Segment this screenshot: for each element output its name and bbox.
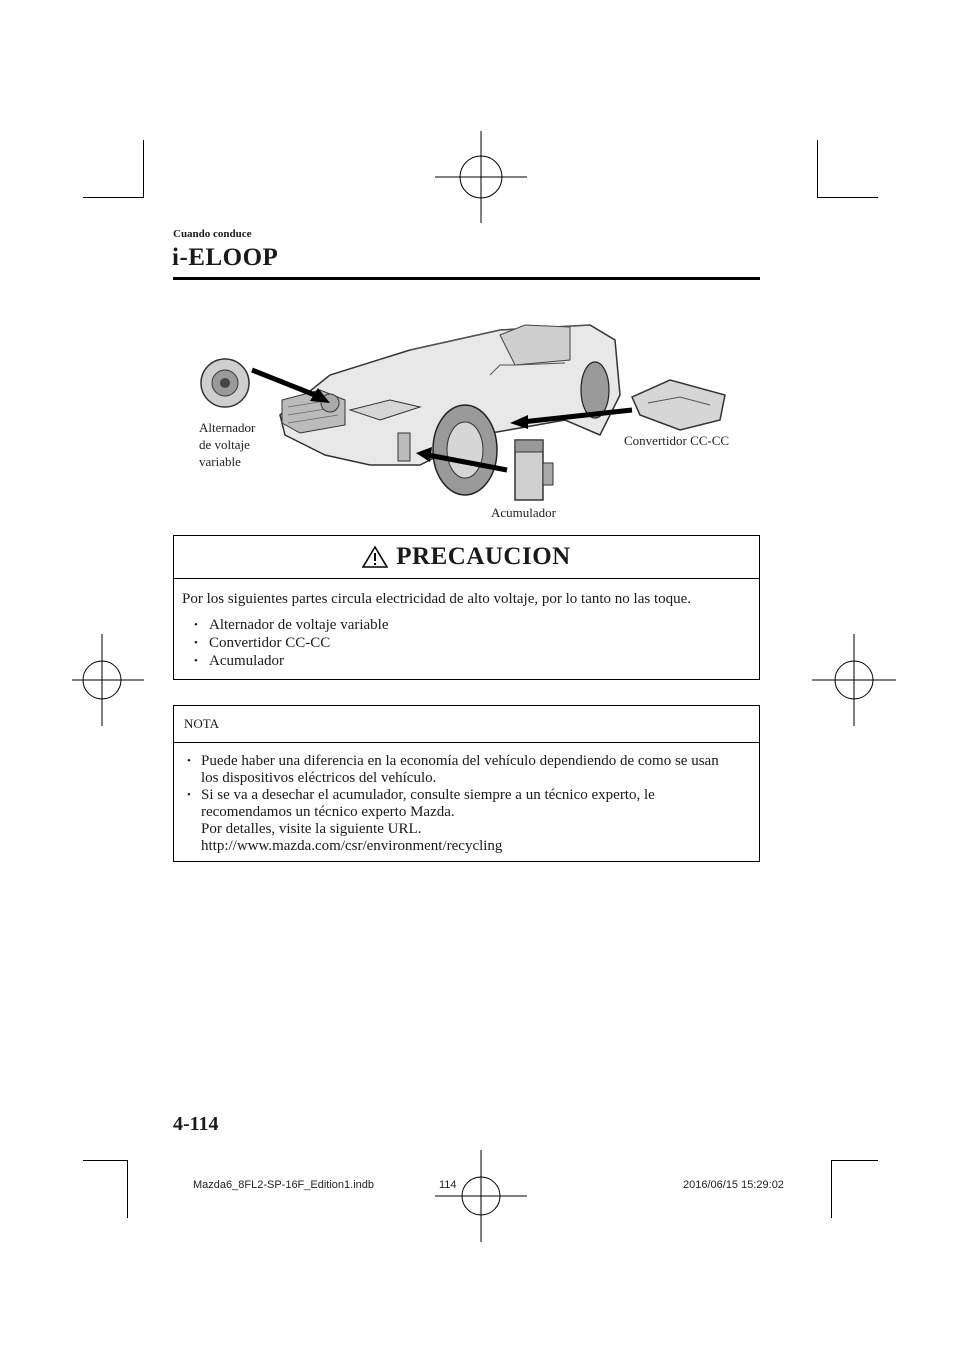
caution-intro: Por los siguientes partes circula electricidad de alto voltaje, por lo tanto no las toque. (182, 591, 692, 607)
note-list (181, 753, 749, 855)
registration-mark-bottom (435, 1150, 527, 1242)
page-title: i-ELOOP (172, 244, 279, 271)
caution-list (182, 616, 759, 670)
list-item: • Alternador de voltaje variable (182, 616, 759, 634)
label-converter: Convertidor CC-CC (624, 433, 730, 448)
caution-body (174, 579, 759, 670)
note-title: NOTA (174, 706, 759, 743)
caution-box (173, 535, 760, 680)
list-item: • Acumulador (182, 652, 759, 670)
component-diagram (170, 315, 770, 530)
title-rule (173, 277, 760, 280)
footer-timestamp: 2016/06/15 15:29:02 (683, 1179, 784, 1191)
note-body (174, 743, 759, 855)
list-item: • Puede haber una diferencia en la economía del vehículo dependiendo de como se usan los dispositivos eléctricos del vehículo. (181, 753, 749, 787)
caution-header (174, 536, 759, 579)
registration-mark-right (812, 634, 904, 726)
footer-filename: Mazda6_8FL2-SP-16F_Edition1.indb (193, 1179, 375, 1191)
page-number: 4-114 (173, 1113, 219, 1135)
section-name: Cuando conduce (173, 228, 252, 240)
caution-title: PRECAUCION (396, 543, 571, 570)
registration-mark-left (60, 634, 144, 726)
footer-page: 114 (439, 1179, 457, 1191)
list-item: • Convertidor CC-CC (182, 634, 759, 652)
label-accumulator: Acumulador (491, 505, 556, 520)
car-illustration (170, 315, 770, 530)
note-box (173, 705, 760, 862)
registration-mark-top (435, 131, 527, 223)
recycling-url[interactable]: http://www.mazda.com/csr/environment/recycling (201, 838, 503, 854)
label-alternator: Alternador de voltaje variable (199, 420, 256, 469)
warning-triangle-icon (362, 545, 388, 569)
list-item: • Si se va a desechar el acumulador, consulte siempre a un técnico experto, le recomendamos un técnico experto Mazda. Por detalles, visite la siguiente URL. http://www.mazda.com/csr/environment/recycling (181, 787, 749, 855)
